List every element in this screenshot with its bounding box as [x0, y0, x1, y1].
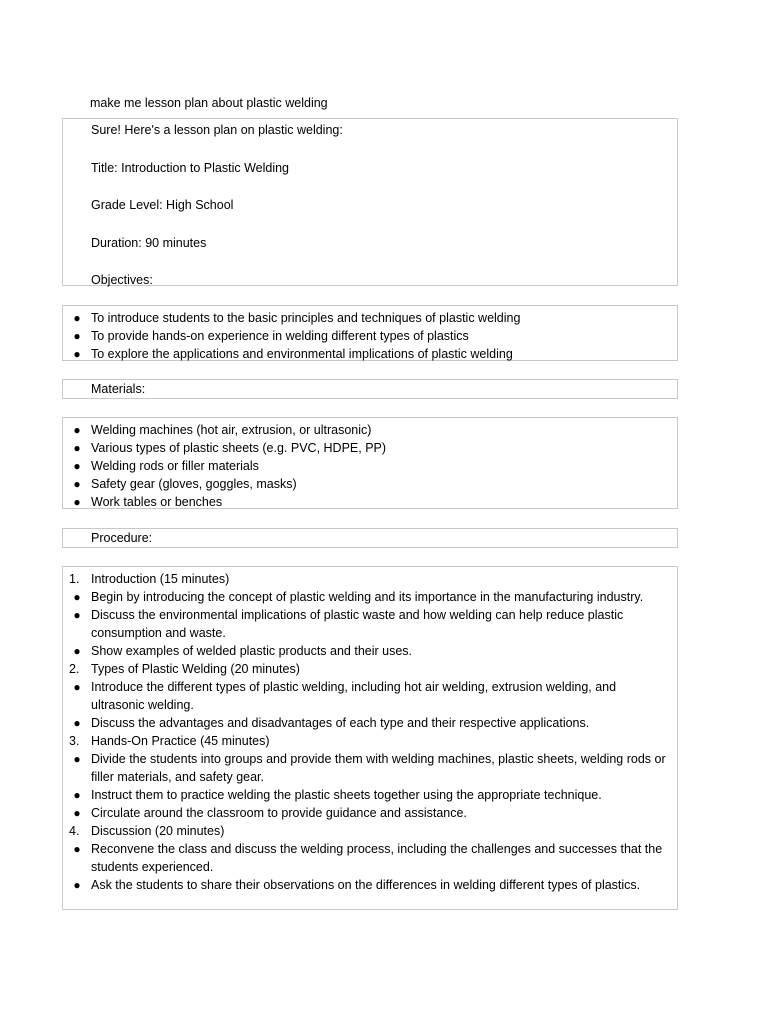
procedure-text: Discussion (20 minutes) — [91, 824, 225, 838]
step-number: 1. — [69, 572, 80, 586]
procedure-bullet-item — [63, 786, 677, 804]
list-item: ● Safety gear (gloves, goggles, masks) — [63, 475, 677, 493]
list-item: ● Welding rods or filler materials — [63, 457, 677, 475]
bullet-icon: ● — [73, 441, 81, 455]
bullet-icon: ● — [73, 311, 81, 325]
procedure-text: Reconvene the class and discuss the welding process, including the challenges and successes that the students experienced. — [91, 842, 663, 874]
procedure-bullet-item — [63, 714, 677, 732]
duration-line: Duration: 90 minutes — [91, 235, 207, 250]
list-item: ● To explore the applications and environmental implications of plastic welding — [63, 345, 677, 363]
procedure-bullet-item — [63, 804, 677, 822]
procedure-text: Circulate around the classroom to provide guidance and assistance. — [91, 806, 467, 820]
list-item: ● Various types of plastic sheets (e.g. PVC, HDPE, PP) — [63, 439, 677, 457]
title-line: Title: Introduction to Plastic Welding — [91, 160, 290, 175]
bullet-icon: ● — [73, 590, 81, 604]
procedure-text: Discuss the environmental implications of plastic waste and how welding can help reduce plastic consumption and waste. — [91, 608, 624, 640]
procedure-step — [63, 822, 677, 840]
procedure-bullet-item — [63, 606, 677, 642]
intro-box — [62, 118, 678, 286]
step-number: 3. — [69, 734, 80, 748]
objectives-heading: Objectives: — [91, 273, 153, 288]
procedure-bullet-item — [63, 876, 677, 894]
procedure-bullet-item — [63, 840, 677, 876]
step-number: 2. — [69, 662, 80, 676]
bullet-icon: ● — [73, 788, 81, 802]
bullet-icon: ● — [73, 347, 81, 361]
objectives-list — [63, 306, 677, 363]
procedure-bullet-item — [63, 750, 677, 786]
bullet-icon: ● — [73, 477, 81, 491]
procedure-bullet-item — [63, 678, 677, 714]
procedure-text: Ask the students to share their observations on the differences in welding different types of plastics. — [91, 878, 641, 892]
bullet-icon: ● — [73, 329, 81, 343]
procedure-text: Instruct them to practice welding the plastic sheets together using the appropriate technique. — [91, 788, 602, 802]
objectives-box — [62, 305, 678, 361]
procedure-list — [63, 567, 677, 894]
bullet-icon: ● — [73, 752, 81, 766]
procedure-step — [63, 660, 677, 678]
prompt-text: make me lesson plan about plastic welding — [90, 96, 328, 110]
bullet-icon: ● — [73, 644, 81, 658]
bullet-icon: ● — [73, 459, 81, 473]
intro-line: Sure! Here's a lesson plan on plastic welding: — [91, 123, 343, 137]
procedure-text: Introduce the different types of plastic welding, including hot air welding, extrusion welding, and ultrasonic welding. — [91, 680, 617, 712]
bullet-icon: ● — [73, 806, 81, 820]
list-item: ● To provide hands-on experience in welding different types of plastics — [63, 327, 677, 345]
procedure-text: Divide the students into groups and provide them with welding machines, plastic sheets, welding rods or filler materials, and safety gear. — [91, 752, 666, 784]
procedure-bullet-item — [63, 588, 677, 606]
procedure-heading-box — [62, 528, 678, 548]
bullet-icon: ● — [73, 680, 81, 694]
procedure-text: Hands-On Practice (45 minutes) — [91, 734, 270, 748]
materials-box — [62, 417, 678, 509]
procedure-step — [63, 732, 677, 750]
procedure-text: Types of Plastic Welding (20 minutes) — [91, 662, 300, 676]
procedure-step — [63, 570, 677, 588]
procedure-text: Discuss the advantages and disadvantages of each type and their respective applications. — [91, 716, 590, 730]
materials-list — [63, 418, 677, 511]
procedure-heading: Procedure: — [91, 531, 153, 545]
bullet-icon: ● — [73, 608, 81, 622]
procedure-text: Show examples of welded plastic products and their uses. — [91, 644, 413, 658]
list-item: ● Welding machines (hot air, extrusion, or ultrasonic) — [63, 421, 677, 439]
materials-heading-box — [62, 379, 678, 399]
step-number: 4. — [69, 824, 80, 838]
bullet-icon: ● — [73, 423, 81, 437]
materials-heading: Materials: — [91, 382, 146, 396]
procedure-box — [62, 566, 678, 910]
bullet-icon: ● — [73, 842, 81, 856]
procedure-text: Begin by introducing the concept of plastic welding and its importance in the manufacturing industry. — [91, 590, 644, 604]
list-item: ● To introduce students to the basic principles and techniques of plastic welding — [63, 309, 677, 327]
bullet-icon: ● — [73, 716, 81, 730]
procedure-text: Introduction (15 minutes) — [91, 572, 230, 586]
list-item: ● Work tables or benches — [63, 493, 677, 511]
bullet-icon: ● — [73, 878, 81, 892]
bullet-icon: ● — [73, 495, 81, 509]
procedure-bullet-item — [63, 642, 677, 660]
grade-level-line: Grade Level: High School — [91, 198, 234, 213]
